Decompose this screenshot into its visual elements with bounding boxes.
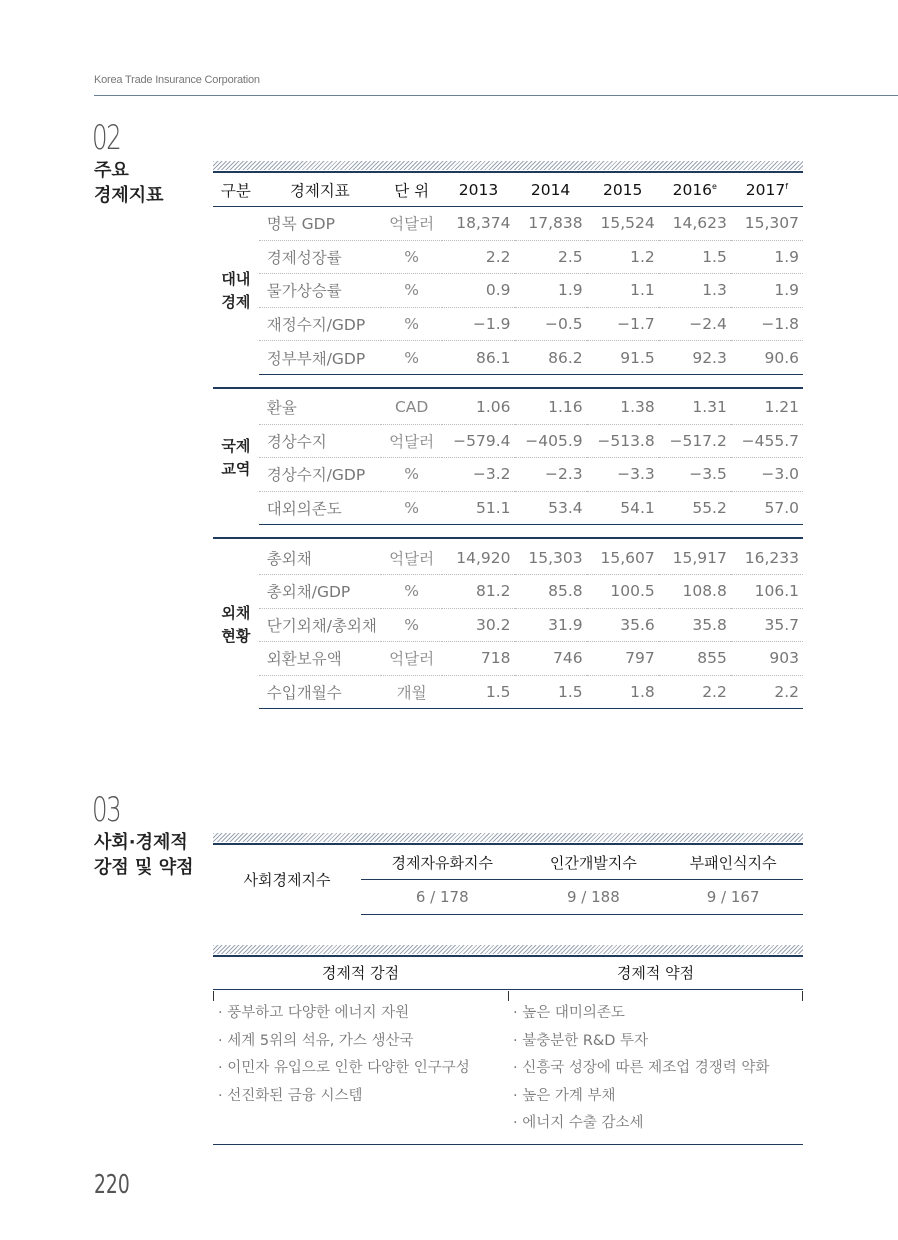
tick-right [802, 991, 803, 1001]
indicator-value: 108.8 [659, 574, 731, 608]
group-label [213, 207, 259, 375]
indicator-label: 총외채 [259, 541, 381, 574]
page-number: 220 [94, 1170, 130, 1200]
section-title-03-line1: 사회·경제적 [94, 832, 188, 853]
indicator-value: 2.2 [731, 675, 803, 709]
tick-middle [508, 991, 509, 1001]
indicator-value: −2.4 [659, 307, 731, 341]
group-label [213, 391, 259, 525]
group-gap [213, 525, 803, 539]
index-value-econ-freedom: 6 / 178 [361, 880, 524, 915]
indicator-value: 16,233 [731, 541, 803, 574]
weakness-list [513, 1000, 769, 1138]
indicator-value: 17,838 [515, 207, 587, 241]
col-header-category: 구분 [213, 174, 259, 207]
index-value-hdi: 9 / 188 [524, 880, 664, 915]
hatch-band [213, 945, 803, 954]
group-label-line: 교역 [221, 459, 251, 478]
indicator-value: 1.31 [659, 391, 731, 424]
strength-weakness-header [213, 957, 803, 990]
economic-indicators-table [213, 174, 803, 709]
table-row [213, 458, 803, 492]
indicator-value: 15,917 [659, 541, 731, 574]
indicator-value: 1.21 [731, 391, 803, 424]
group-label-line: 외채 [221, 604, 251, 623]
indicator-value: 1.38 [587, 391, 659, 424]
table-row [213, 642, 803, 676]
indicator-value: 14,623 [659, 207, 731, 241]
indicator-value: −0.5 [515, 307, 587, 341]
indicator-value: 18,374 [442, 207, 514, 241]
index-header-cpi: 부패인식지수 [663, 845, 803, 880]
table-row [213, 341, 803, 375]
table-row [213, 424, 803, 458]
indicator-label: 재정수지/GDP [259, 307, 381, 341]
indicator-label: 정부부채/GDP [259, 341, 381, 375]
weakness-item: · 신흥국 성장에 따른 제조업 경쟁력 약화 [513, 1060, 770, 1077]
indicator-value: 855 [659, 642, 731, 676]
table-header-row [213, 174, 803, 207]
indicator-value: 90.6 [731, 341, 803, 375]
hatch-band [213, 161, 803, 170]
table-bottom-rule [213, 1144, 803, 1145]
table-row [213, 207, 803, 241]
indicator-label: 단기외채/총외채 [259, 608, 381, 642]
indicator-value: 51.1 [442, 491, 514, 525]
indicator-unit: % [381, 458, 443, 492]
indicator-value: 1.9 [515, 274, 587, 308]
indicator-label: 환율 [259, 391, 381, 424]
indicator-unit: 억달러 [381, 642, 443, 676]
indicator-value: 746 [515, 642, 587, 676]
group-label-line: 대내 [221, 269, 251, 288]
strength-title: 경제적 강점 [321, 964, 400, 982]
table-row [213, 274, 803, 308]
col-header-2015: 2015 [587, 174, 659, 207]
indicator-label: 경제성장률 [259, 240, 381, 274]
indicator-value: 1.9 [731, 240, 803, 274]
indicator-value: 81.2 [442, 574, 514, 608]
indicator-value: −3.0 [731, 458, 803, 492]
indicator-value: −1.7 [587, 307, 659, 341]
index-header-econ-freedom: 경제자유화지수 [361, 845, 524, 880]
indicator-value: 86.2 [515, 341, 587, 375]
weakness-title: 경제적 약점 [616, 964, 695, 982]
table-row [213, 307, 803, 341]
section-number-02: 02 [92, 118, 121, 158]
indicator-value: −2.3 [515, 458, 587, 492]
hatch-band [213, 833, 803, 842]
col-header-indicator: 경제지표 [259, 174, 381, 207]
indicator-value: 1.06 [442, 391, 514, 424]
indicator-value: 14,920 [442, 541, 514, 574]
indicator-label: 대외의존도 [259, 491, 381, 525]
index-value-cpi: 9 / 167 [663, 880, 803, 915]
indicator-value: 30.2 [442, 608, 514, 642]
indicator-value: −1.9 [442, 307, 514, 341]
section-number-03: 03 [92, 790, 121, 830]
weakness-item: · 높은 대미의존도 [513, 1005, 625, 1021]
indicator-unit: % [381, 491, 443, 525]
indicator-value: −513.8 [587, 424, 659, 458]
indicator-unit: % [381, 307, 443, 341]
indicator-value: −3.3 [587, 458, 659, 492]
indicator-unit: % [381, 274, 443, 308]
indicator-value: −455.7 [731, 424, 803, 458]
indicator-value: −3.5 [659, 458, 731, 492]
col-header-unit: 단 위 [381, 174, 443, 207]
indicator-value: 35.6 [587, 608, 659, 642]
section-title-02-line1: 주요 [94, 160, 129, 181]
indicator-value: 1.2 [587, 240, 659, 274]
section-title-03 [94, 830, 193, 880]
group-label-line: 현황 [221, 627, 251, 646]
table-row [213, 574, 803, 608]
indicator-value: 718 [442, 642, 514, 676]
indicator-value: 2.5 [515, 240, 587, 274]
indicator-value: 57.0 [731, 491, 803, 525]
indicator-unit: % [381, 608, 443, 642]
indicator-value: 15,607 [587, 541, 659, 574]
sup-forecast: f [785, 181, 789, 191]
indicator-unit: 억달러 [381, 207, 443, 241]
strength-item: · 선진화된 금융 시스템 [218, 1087, 363, 1104]
indicator-value: 35.7 [731, 608, 803, 642]
indicator-unit: % [381, 341, 443, 375]
header-rule [94, 95, 898, 96]
indicator-value: 100.5 [587, 574, 659, 608]
weakness-item: · 불충분한 R&D 투자 [513, 1032, 649, 1049]
strength-item: · 이민자 유입으로 인한 다양한 인구구성 [218, 1060, 470, 1077]
indicator-value: 15,307 [731, 207, 803, 241]
indicator-value: −579.4 [442, 424, 514, 458]
indicator-value: 903 [731, 642, 803, 676]
indicator-label: 총외채/GDP [259, 574, 381, 608]
indicator-value: 15,303 [515, 541, 587, 574]
col-header-2016: 2016e [659, 174, 731, 207]
indicator-value: 86.1 [442, 341, 514, 375]
weakness-item: · 높은 가계 부채 [513, 1087, 616, 1104]
table-row [213, 240, 803, 274]
table-row [213, 608, 803, 642]
indicator-value: 1.16 [515, 391, 587, 424]
indicator-label: 경상수지 [259, 424, 381, 458]
indicator-value: 92.3 [659, 341, 731, 375]
table-row [213, 391, 803, 424]
weakness-item: · 에너지 수출 감소세 [513, 1115, 644, 1132]
indicator-label: 경상수지/GDP [259, 458, 381, 492]
indicator-unit: % [381, 574, 443, 608]
indicator-value: 91.5 [587, 341, 659, 375]
index-label: 사회경제지수 [243, 871, 331, 890]
sup-estimate: e [712, 181, 717, 191]
indicator-unit: CAD [381, 391, 443, 424]
group-gap [213, 374, 803, 388]
col-header-2017: 2017$^f$ [731, 174, 803, 207]
indicator-value: 31.9 [515, 608, 587, 642]
index-header-row [213, 845, 803, 880]
indicator-label: 물가상승률 [259, 274, 381, 308]
col-header-2013: 2013 [442, 174, 514, 207]
table-row [213, 675, 803, 709]
indicator-value: 15,524 [587, 207, 659, 241]
indicator-value: 1.3 [659, 274, 731, 308]
strength-item: · 풍부하고 다양한 에너지 자원 [218, 1005, 410, 1021]
col-header-2014: 2014 [515, 174, 587, 207]
indicator-value: 53.4 [515, 491, 587, 525]
section-title-03-line2: 강점 및 약점 [94, 857, 194, 878]
section-title-02 [94, 158, 164, 208]
indicator-unit: 억달러 [381, 424, 443, 458]
table-row [213, 491, 803, 525]
indicator-value: 1.5 [442, 675, 514, 709]
group-label-line: 경제 [221, 292, 251, 311]
indicator-value: 797 [587, 642, 659, 676]
indicator-unit: 개월 [381, 675, 443, 709]
indicator-label: 외환보유액 [259, 642, 381, 676]
indicator-value: 1.1 [587, 274, 659, 308]
section-title-02-line2: 경제지표 [94, 185, 164, 206]
strength-list [218, 1000, 470, 1110]
group-label-line: 국제 [221, 436, 251, 455]
running-header: Korea Trade Insurance Corporation [94, 74, 260, 86]
indicator-value: 35.8 [659, 608, 731, 642]
tick-left [213, 991, 214, 1001]
group-label [213, 541, 259, 708]
index-header-hdi: 인간개발지수 [524, 845, 664, 880]
indicator-label: 명목 GDP [259, 207, 381, 241]
indicator-value: 1.8 [587, 675, 659, 709]
indicator-unit: 억달러 [381, 541, 443, 574]
table-top-rule [213, 171, 803, 173]
indicator-unit: % [381, 240, 443, 274]
indicator-value: 106.1 [731, 574, 803, 608]
table-row [213, 541, 803, 574]
indicator-value: 85.8 [515, 574, 587, 608]
strength-item: · 세계 5위의 석유, 가스 생산국 [218, 1032, 414, 1049]
indicator-value: 2.2 [442, 240, 514, 274]
indicator-value: −1.8 [731, 307, 803, 341]
indicator-label: 수입개월수 [259, 675, 381, 709]
indicator-value: 55.2 [659, 491, 731, 525]
socioeconomic-index-table [213, 845, 803, 915]
indicator-value: 1.9 [731, 274, 803, 308]
indicator-value: 1.5 [659, 240, 731, 274]
indicator-value: 54.1 [587, 491, 659, 525]
indicator-value: −517.2 [659, 424, 731, 458]
indicator-value: 2.2 [659, 675, 731, 709]
indicator-value: 1.5 [515, 675, 587, 709]
indicator-value: 0.9 [442, 274, 514, 308]
indicator-value: −3.2 [442, 458, 514, 492]
indicator-value: −405.9 [515, 424, 587, 458]
